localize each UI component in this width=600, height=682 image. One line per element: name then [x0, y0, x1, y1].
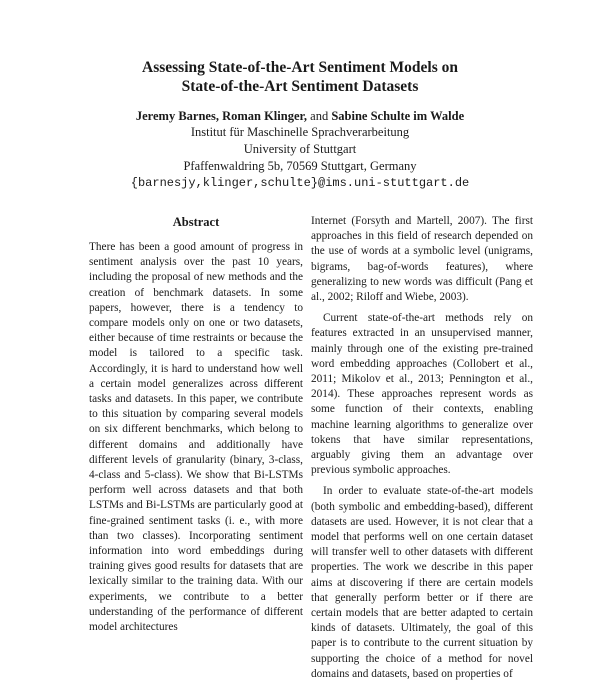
author-emails: {barnesjy,klinger,schulte}@ims.uni-stuttgart.de [130, 176, 470, 190]
intro-paragraph-3: In order to evaluate state-of-the-art models (both symbolic and embedding-based), different datasets are used. However, it is not clear that a model that performs well on one certain dataset will transfer well to other datasets with different properties. The work we describe in this paper aims at discovering if there are certain models that generally perform better or if there are certain models that are better adapted to certain kinds of datasets. Ultimately, the goal of this paper is to contribute to the current situation by supporting the choice of a method for novel domains and datasets, based on properties of [311, 485, 533, 680]
paper-title-line-2: State-of-the-Art Sentiment Datasets [181, 78, 419, 95]
intro-paragraph-2: Current state-of-the-art methods rely on features extracted in an unsupervised manner, mainly through one of the existing pre-trained word embedding approaches (Collobert et al., 2011; Mikolov et al., 2013; Pennington et al., 2014). These approaches represent words as some function of their contexts, enabling machine learning algorithms to generalize over tokens that have similar representations, arguably giving them an advantage over previous symbolic approaches. [311, 312, 533, 477]
intro-paragraph-1: Internet (Forsyth and Martell, 2007). The first approaches in this field of research depended on the use of words at a symbolic level (unigrams, bigrams, bag-of-words features), where generalizing to new words was difficult (Pang et al., 2002; Riloff and Wiebe, 2003). [311, 215, 533, 304]
paper-title-line-1: Assessing State-of-the-Art Sentiment Models on [142, 59, 458, 76]
introduction-column [311, 214, 533, 682]
affiliation-university: University of Stuttgart [243, 142, 357, 156]
affiliation-institute: Institut für Maschinelle Sprachverarbeitung [190, 125, 410, 139]
author-list [0, 108, 600, 124]
affiliation-block [0, 124, 600, 192]
paper-title [0, 58, 600, 96]
abstract-heading: Abstract [172, 215, 220, 229]
authors-first: Jeremy Barnes, Roman Klinger, [135, 109, 308, 123]
abstract-text: There has been a good amount of progress in sentiment analysis over the past 10 years, including the proposal of new methods and the creation of benchmark datasets. In some papers, however, there is a tendency to compare models only on one or two datasets, either because of time restraints or because the model is tailored to a specific task. Accordingly, it is hard to understand how well a certain model generalizes across different tasks and datasets. In this paper, we contribute to this situation by comparing several models on six different benchmarks, which belong to different domains and additionally have different levels of granularity (binary, 3-class, 4-class and 5-class). We show that Bi-LSTMs perform well across datasets and that both LSTMs and Bi-LSTMs are particularly good at fine-grained sentiment tasks (i. e., with more than two classes). Incorporating sentiment information into word embeddings during training gives good results for datasets that are lexically similar to the training data. With our experiments, we contribute to a better understanding of the performance of different model architectures [89, 241, 303, 634]
authors-and: and [310, 109, 329, 123]
affiliation-address: Pfaffenwaldring 5b, 70569 Stuttgart, Germany [183, 159, 417, 173]
abstract-column [89, 214, 303, 635]
authors-last: Sabine Schulte im Walde [331, 109, 465, 123]
